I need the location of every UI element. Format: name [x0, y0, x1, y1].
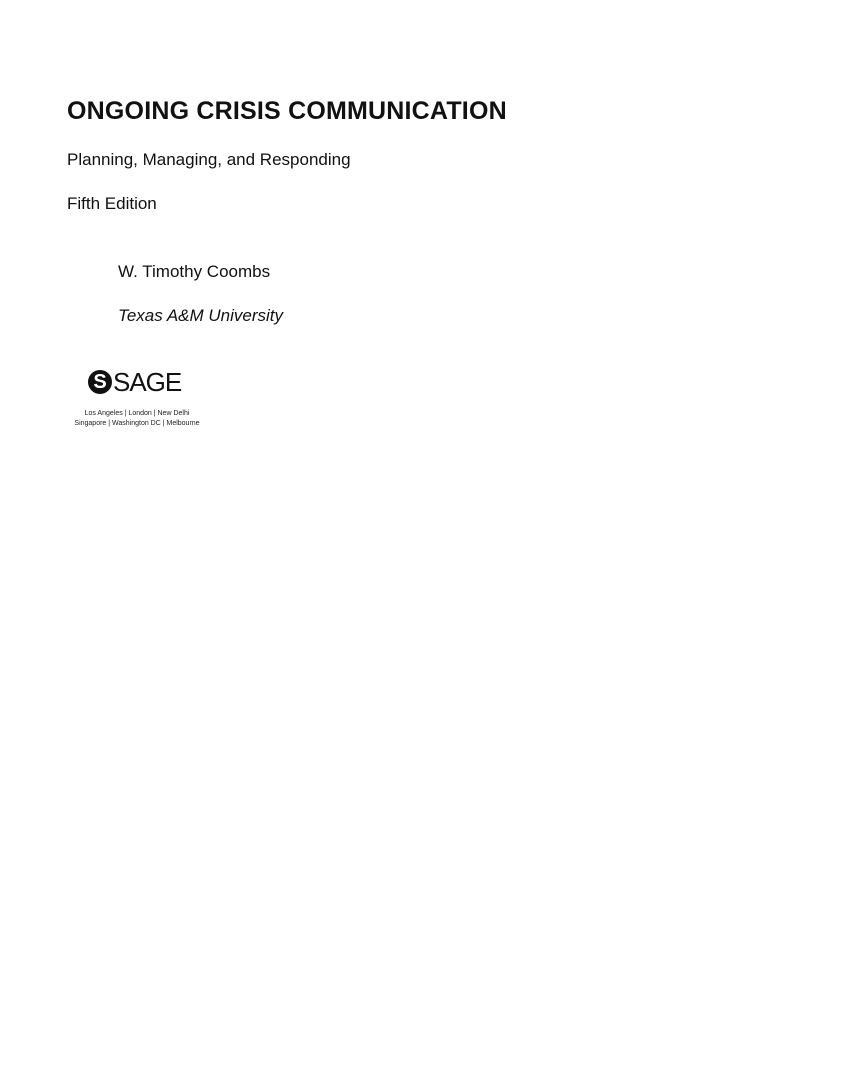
- author-affiliation: Texas A&M University: [118, 306, 284, 325]
- publisher-logo: [88, 366, 181, 398]
- book-title: ONGOING CRISIS COMMUNICATION: [67, 97, 507, 125]
- publisher-logo-text: SAGE: [113, 367, 182, 397]
- sage-logo-icon: S: [88, 370, 112, 394]
- publisher-cities-line-2: Singapore | Washington DC | Melbourne: [74, 420, 200, 427]
- author-name: W. Timothy Coombs: [118, 262, 271, 281]
- book-subtitle: Planning, Managing, and Responding: [67, 150, 351, 169]
- publisher-cities-line-1: Los Angeles | London | New Delhi: [84, 410, 190, 417]
- book-edition: Fifth Edition: [67, 194, 157, 213]
- publisher-cities: [62, 409, 212, 429]
